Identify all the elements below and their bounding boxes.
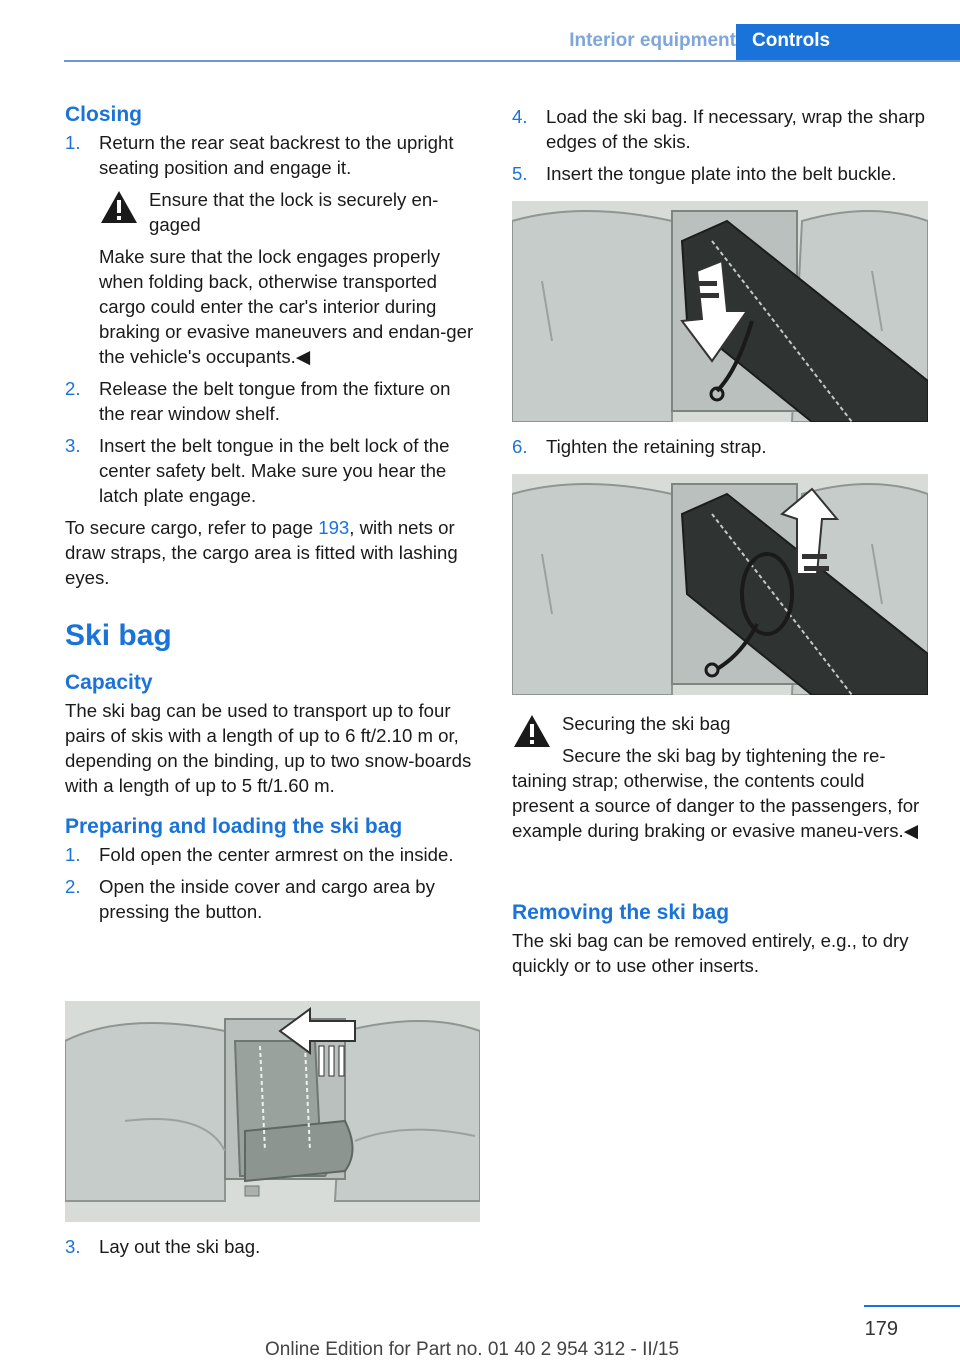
list-item	[65, 130, 480, 180]
step-number: 1.	[65, 844, 81, 865]
list-item	[65, 874, 480, 924]
warning-note	[99, 187, 480, 369]
right-column	[512, 104, 927, 193]
warning-body: taining strap; otherwise, the contents could present a source of danger to the passengers, for example during braking or evasive maneu‐vers.◀	[512, 770, 920, 841]
header-section[interactable]: Interior equipment	[569, 30, 736, 51]
step-text: Lay out the ski bag.	[99, 1236, 261, 1257]
cargo-text-pre: To secure cargo, refer to page	[65, 517, 319, 538]
list-item	[512, 104, 927, 154]
step-text: Tighten the retaining strap.	[546, 436, 767, 457]
step-text: Load the ski bag. If necessary, wrap the sharp edges of the skis.	[546, 106, 925, 152]
step-text: Release the belt tongue from the fixture on the rear window shelf.	[99, 378, 451, 424]
step-number: 2.	[65, 378, 81, 399]
warning-note	[512, 711, 927, 843]
warning-triangle-icon	[99, 189, 139, 225]
list-item	[512, 161, 927, 186]
step-number: 2.	[65, 876, 81, 897]
edition-footer: Online Edition for Part no. 01 40 2 954 312 - II/15	[265, 1339, 680, 1360]
warning-body: Make sure that the lock engages properly when folding back, otherwise transported cargo could enter the car's interior during braking or evasive maneuvers and endan‐ger the vehicle's occupants.◀	[99, 246, 474, 367]
list-item	[65, 842, 480, 867]
step-text: Open the inside cover and cargo area by pressing the button.	[99, 876, 435, 922]
cargo-paragraph	[65, 515, 480, 590]
list-item	[65, 433, 480, 508]
step-text: Fold open the center armrest on the inside.	[99, 844, 454, 865]
step-number: 3.	[65, 1236, 81, 1257]
removing-heading: Removing the ski bag	[512, 901, 730, 924]
closing-heading: Closing	[65, 103, 142, 126]
step-number: 5.	[512, 163, 528, 184]
warning-title: Securing the ski bag	[562, 713, 731, 734]
step-text: Insert the belt tongue in the belt lock of the center safety belt. Make sure you hear the latch plate engage.	[99, 435, 450, 506]
removing-section	[512, 898, 927, 985]
step-number: 4.	[512, 106, 528, 127]
step-number: 3.	[65, 435, 81, 456]
page-number: 179	[864, 1318, 898, 1340]
removing-text: The ski bag can be removed entirely, e.g., to dry quickly or to use other inserts.	[512, 930, 909, 976]
step-text: Return the rear seat backrest to the upright seating position and engage it.	[99, 132, 454, 178]
list-item	[65, 1234, 480, 1259]
warning-triangle-icon	[512, 713, 552, 749]
cargo-text-post: , with nets or draw straps, the cargo area is fitted with lashing eyes.	[65, 517, 458, 588]
warning-body-lead: Secure the ski bag by tightening the re‐	[562, 745, 886, 766]
capacity-text: The ski bag can be used to transport up to four pairs of skis with a length of up to 6 ft/2.10 m or, depending on the binding, up to two snow‐boards with a length of up to 5 ft/1.60 m.	[65, 700, 472, 796]
list-item	[65, 376, 480, 426]
retaining-strap-illustration	[512, 474, 928, 695]
list-item	[512, 434, 927, 459]
header-rule	[64, 60, 960, 62]
left-column	[65, 100, 480, 931]
capacity-heading: Capacity	[65, 671, 153, 694]
preparing-heading: Preparing and loading the ski bag	[65, 815, 403, 838]
step-text: Insert the tongue plate into the belt buckle.	[546, 163, 897, 184]
header-chapter-tab[interactable]: Controls	[736, 24, 960, 62]
ski-bag-heading: Ski bag	[65, 619, 172, 652]
armrest-illustration	[65, 1001, 480, 1222]
footer-rule	[864, 1305, 960, 1307]
ski-bag-loading-illustration	[512, 201, 928, 422]
warning-title: Ensure that the lock is securely en‐gaged	[149, 189, 439, 235]
step-number: 6.	[512, 436, 528, 457]
page-link[interactable]: 193	[318, 517, 350, 538]
step-number: 1.	[65, 132, 81, 153]
